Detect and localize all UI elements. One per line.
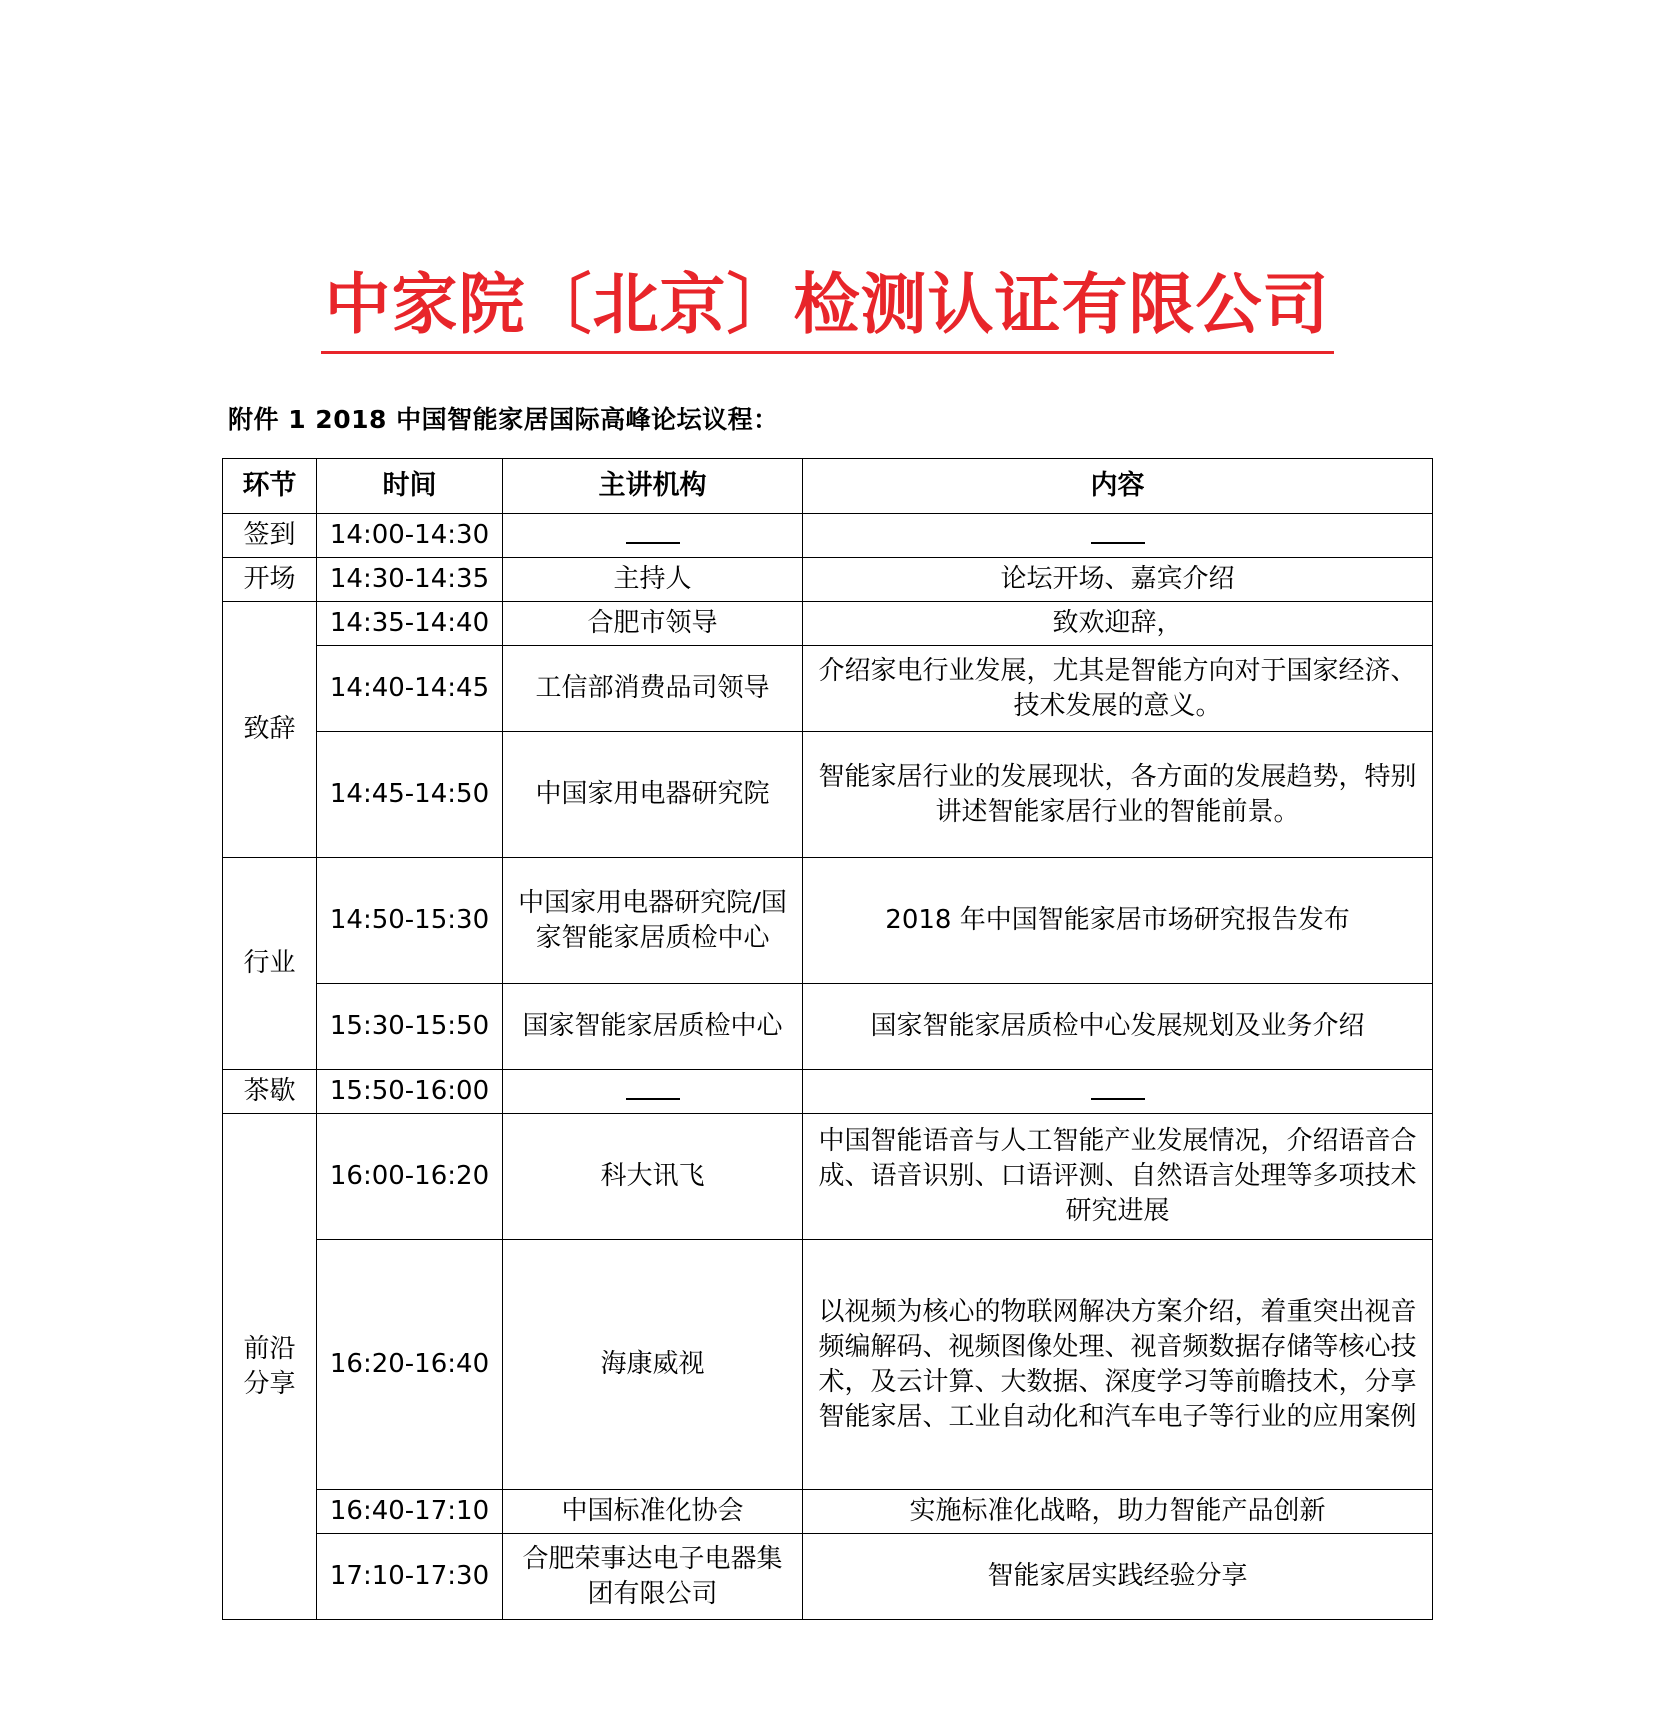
table-row: [223, 602, 1433, 646]
cell-stage: 开场: [223, 558, 317, 602]
cell-content: 2018 年中国智能家居市场研究报告发布: [803, 858, 1433, 984]
cell-content: 中国智能语音与人工智能产业发展情况，介绍语音合成、语音识别、口语评测、自然语言处理等多项技术研究进展: [803, 1114, 1433, 1240]
page-title: [0, 265, 1654, 354]
column-header-time: 时间: [317, 459, 503, 514]
table-row: [223, 1114, 1433, 1240]
table-row: [223, 514, 1433, 558]
cell-time: 16:40-17:10: [317, 1490, 503, 1534]
table-row: [223, 646, 1433, 732]
table-row: [223, 984, 1433, 1070]
cell-content: 介绍家电行业发展，尤其是智能方向对于国家经济、技术发展的意义。: [803, 646, 1433, 732]
table-row: [223, 732, 1433, 858]
cell-content: 以视频为核心的物联网解决方案介绍，着重突出视音频编解码、视频图像处理、视音频数据存储等核心技术，及云计算、大数据、深度学习等前瞻技术，分享智能家居、工业自动化和汽车电子等行业的应用案例: [803, 1240, 1433, 1490]
cell-time: 14:45-14:50: [317, 732, 503, 858]
table-header-row: [223, 459, 1433, 514]
cell-content: [803, 1070, 1433, 1114]
cell-organization: 科大讯飞: [503, 1114, 803, 1240]
cell-time: 17:10-17:30: [317, 1534, 503, 1620]
cell-time: 14:50-15:30: [317, 858, 503, 984]
page-title-text: 中家院〔北京〕检测认证有限公司: [321, 268, 1334, 354]
column-header-content: 内容: [803, 459, 1433, 514]
table-row: [223, 558, 1433, 602]
cell-time: 16:20-16:40: [317, 1240, 503, 1490]
cell-content: 实施标准化战略，助力智能产品创新: [803, 1490, 1433, 1534]
cell-time: 14:30-14:35: [317, 558, 503, 602]
agenda-subtitle: 附件 1 2018 中国智能家居国际高峰论坛议程：: [228, 405, 779, 434]
cell-time: 14:35-14:40: [317, 602, 503, 646]
cell-organization: 合肥市领导: [503, 602, 803, 646]
cell-organization: 国家智能家居质检中心: [503, 984, 803, 1070]
cell-stage: 签到: [223, 514, 317, 558]
cell-stage: 前沿分享: [223, 1114, 317, 1620]
cell-content: 致欢迎辞，: [803, 602, 1433, 646]
dash-placeholder-icon: [1091, 1084, 1145, 1100]
cell-time: 15:50-16:00: [317, 1070, 503, 1114]
table-row: [223, 1070, 1433, 1114]
cell-time: 16:00-16:20: [317, 1114, 503, 1240]
cell-content: [803, 514, 1433, 558]
cell-organization: 合肥荣事达电子电器集团有限公司: [503, 1534, 803, 1620]
cell-organization: 海康威视: [503, 1240, 803, 1490]
cell-content: 智能家居实践经验分享: [803, 1534, 1433, 1620]
agenda-table: [222, 458, 1433, 1620]
cell-time: 14:00-14:30: [317, 514, 503, 558]
table-row: [223, 1490, 1433, 1534]
column-header-org: 主讲机构: [503, 459, 803, 514]
agenda-table-body: [223, 514, 1433, 1620]
dash-placeholder-icon: [626, 528, 680, 544]
cell-content: 论坛开场、嘉宾介绍: [803, 558, 1433, 602]
cell-organization: 中国标准化协会: [503, 1490, 803, 1534]
cell-content: 智能家居行业的发展现状，各方面的发展趋势，特别讲述智能家居行业的智能前景。: [803, 732, 1433, 858]
dash-placeholder-icon: [626, 1084, 680, 1100]
cell-content: 国家智能家居质检中心发展规划及业务介绍: [803, 984, 1433, 1070]
cell-stage: 茶歇: [223, 1070, 317, 1114]
dash-placeholder-icon: [1091, 528, 1145, 544]
column-header-stage: 环节: [223, 459, 317, 514]
table-row: [223, 1534, 1433, 1620]
cell-organization: 中国家用电器研究院/国家智能家居质检中心: [503, 858, 803, 984]
cell-organization: 主持人: [503, 558, 803, 602]
table-row: [223, 1240, 1433, 1490]
cell-organization: 工信部消费品司领导: [503, 646, 803, 732]
cell-stage: 致辞: [223, 602, 317, 858]
cell-organization: 中国家用电器研究院: [503, 732, 803, 858]
cell-stage: 行业: [223, 858, 317, 1070]
cell-time: 14:40-14:45: [317, 646, 503, 732]
cell-organization: [503, 514, 803, 558]
cell-time: 15:30-15:50: [317, 984, 503, 1070]
table-row: [223, 858, 1433, 984]
cell-organization: [503, 1070, 803, 1114]
